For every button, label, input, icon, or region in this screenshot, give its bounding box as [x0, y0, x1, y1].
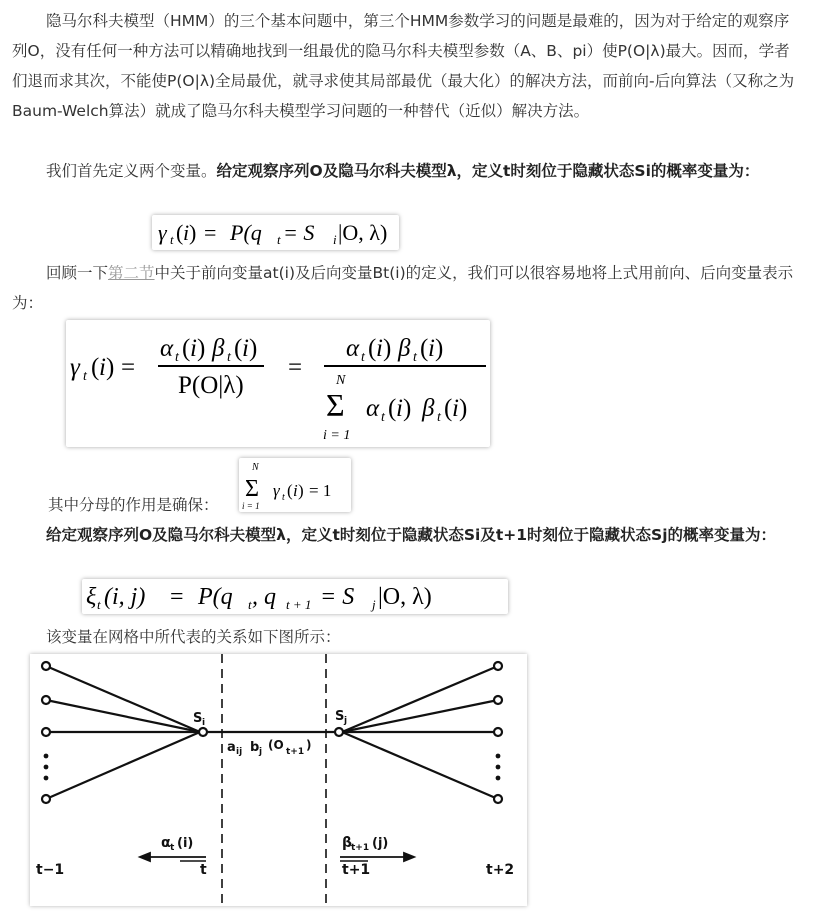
t-minus-1-label: t−1 [36, 862, 65, 878]
xi-symbol: ξ [86, 584, 97, 610]
diagram-caption [12, 622, 802, 652]
beta-label: β [342, 835, 353, 851]
svg-text:i: i [99, 354, 106, 381]
beta-arg: (j) [372, 836, 389, 851]
si-label: S [193, 711, 203, 726]
svg-text:): ) [459, 395, 468, 422]
equals-2: = [288, 354, 303, 381]
svg-text:): ) [197, 335, 206, 362]
svg-text:i: i [293, 481, 298, 500]
norm-equals-one: = 1 [309, 481, 332, 500]
intro-text: 隐马尔科夫模型（HMM）的三个基本问题中，第三个HMM参数学习的问题是最难的，因为对于给定的观察序列O，没有任何一种方法可以精确地找到一组最优的隐马尔科夫模型参数（A、B、pi）使P(O|λ)最大。因而，学者们退而求其次，不能使P(O|λ)全局最优，就寻求使其局部最优（最大化）的解决方法，而前向-后向算法（又称之为Baum-Welch算法）就成了隐马尔科夫模型学习问题的一种替代（近似）解决方法。 [12, 12, 795, 120]
left-node-2 [42, 696, 50, 704]
xi-definition-paragraph [12, 520, 802, 550]
beta-den: β [422, 395, 435, 422]
xi-equals: = [170, 584, 184, 610]
beta-num2: β [398, 335, 411, 362]
condition-close: |O, λ) [338, 220, 388, 245]
edge-a: a [227, 740, 236, 755]
alpha-label: α [161, 835, 171, 851]
t-plus-1-label: t+1 [342, 862, 371, 878]
sum-upper: N [336, 373, 346, 388]
formula-svg [66, 320, 490, 447]
edge-a-sub: ij [236, 747, 243, 757]
beta-arrow-head [404, 853, 414, 861]
trellis-diagram [30, 654, 527, 906]
norm-sum-upper: N [252, 462, 259, 473]
xi-state-eq: = S [320, 584, 355, 610]
gamma-definition-text: 给定观察序列O及隐马尔科夫模型λ，定义t时刻位于隐藏状态Si的概率变量为： [216, 162, 760, 180]
svg-text:(: ( [182, 335, 191, 362]
denominator-note-text: 其中分母的作用是确保： [48, 496, 219, 514]
p-o-lambda: P(O|λ) [178, 372, 244, 399]
svg-text:t: t [413, 350, 417, 365]
sj-label: S [335, 709, 345, 724]
svg-text:t: t [227, 350, 231, 365]
section-two-link[interactable]: 第二节 [108, 264, 155, 282]
xi-condition-close: |O, λ) [378, 584, 432, 610]
left-node-3 [42, 728, 50, 736]
svg-text:t: t [361, 350, 365, 365]
svg-text:(: ( [91, 354, 100, 381]
review-text: 中关于前向变量at(i)及后向变量Bt(i)的定义，我们可以很容易地将上式用前向、后向变量表示为： [12, 264, 794, 312]
gamma-symbol: γ [158, 220, 167, 245]
svg-text:, q: , q [252, 584, 276, 610]
alpha-sub: t [170, 843, 175, 853]
svg-text:t: t [248, 597, 252, 612]
gamma-lhs: γ [70, 354, 80, 381]
svg-text:(: ( [234, 335, 243, 362]
svg-text:): ) [298, 481, 304, 500]
right-node-3 [494, 728, 502, 736]
svg-text:): ) [106, 354, 115, 381]
svg-text:): ) [435, 335, 444, 362]
review-paragraph [12, 258, 802, 318]
right-node-1 [494, 662, 502, 670]
sum-sign: Σ [326, 387, 345, 423]
denominator-note [48, 490, 248, 520]
svg-text:j: j [372, 597, 376, 612]
t-label: t [200, 862, 207, 878]
sum-lower: i = 1 [323, 428, 351, 443]
alpha-arrow-head [140, 853, 150, 861]
gamma-formula [152, 215, 399, 250]
beta-num1: β [212, 335, 225, 362]
ellipsis-dots [44, 754, 501, 781]
svg-text:i: i [183, 220, 190, 245]
svg-text:(: ( [444, 395, 453, 422]
svg-text:): ) [249, 335, 258, 362]
definition-lead: 我们首先定义两个变量。 [46, 162, 217, 180]
trellis-svg [30, 654, 527, 906]
svg-text:i: i [396, 395, 403, 422]
state-si-node [199, 728, 207, 736]
svg-text:i: i [376, 335, 383, 362]
svg-text:t: t [170, 232, 174, 247]
svg-text:t + 1: t + 1 [286, 597, 312, 612]
norm-sum-sign: Σ [245, 476, 259, 502]
svg-text:i: i [452, 395, 459, 422]
beta-sub: t+1 [351, 843, 370, 853]
svg-text:(: ( [388, 395, 397, 422]
alpha-num1: α [160, 335, 174, 362]
diagram-caption-text: 该变量在网格中所代表的关系如下图所示： [46, 628, 341, 646]
svg-text:t: t [83, 369, 87, 384]
intro-paragraph [12, 6, 802, 126]
alpha-den: α [366, 395, 380, 422]
sj-sub: j [344, 716, 348, 726]
svg-text:t: t [381, 410, 385, 425]
gamma-forward-backward-formula [66, 320, 490, 447]
svg-text:i: i [242, 335, 249, 362]
left-node-1 [42, 662, 50, 670]
xi-definition-text: 给定观察序列O及隐马尔科夫模型λ，定义t时刻位于隐藏状态Si及t+1时刻位于隐藏状态Sj的概率变量为： [46, 526, 777, 544]
right-node-2 [494, 696, 502, 704]
svg-text:i: i [190, 335, 197, 362]
svg-text:): ) [189, 220, 197, 245]
svg-text:): ) [306, 738, 312, 752]
edge-b-sub: j [259, 747, 263, 757]
normalization-formula [239, 458, 351, 512]
svg-text:(: ( [287, 481, 293, 500]
state-sj-node [335, 728, 343, 736]
alpha-num2: α [346, 335, 360, 362]
right-node-4 [494, 795, 502, 803]
svg-text:t: t [175, 350, 179, 365]
svg-text:(: ( [368, 335, 377, 362]
si-sub: i [202, 718, 206, 728]
edge-o-sub: t+1 [286, 747, 305, 757]
svg-text:(: ( [420, 335, 429, 362]
norm-gamma: γ [273, 481, 280, 500]
svg-text:(: ( [176, 220, 184, 245]
state-eq: = S [283, 220, 315, 245]
xi-args: (i, j) [104, 584, 146, 610]
edge-o: (O [268, 738, 284, 752]
svg-text:t: t [437, 410, 441, 425]
xi-formula [82, 579, 508, 614]
equals-sign: = [204, 220, 217, 245]
svg-text:): ) [383, 335, 392, 362]
norm-sum-lower: i = 1 [242, 501, 260, 511]
xi-prob-open: P(q [198, 584, 233, 610]
equals-1: = [121, 354, 136, 381]
svg-text:t: t [97, 597, 101, 612]
edge-b: b [250, 740, 260, 755]
prob-open: P(q [230, 220, 262, 245]
svg-text:i: i [428, 335, 435, 362]
gamma-definition-paragraph [12, 156, 802, 186]
review-lead: 回顾一下 [46, 264, 109, 282]
alpha-arg: (i) [177, 836, 194, 851]
svg-text:): ) [403, 395, 412, 422]
svg-text:i: i [333, 232, 337, 247]
svg-text:t: t [282, 492, 285, 503]
t-plus-2-label: t+2 [486, 862, 515, 878]
svg-text:t: t [277, 232, 281, 247]
left-node-4 [42, 795, 50, 803]
